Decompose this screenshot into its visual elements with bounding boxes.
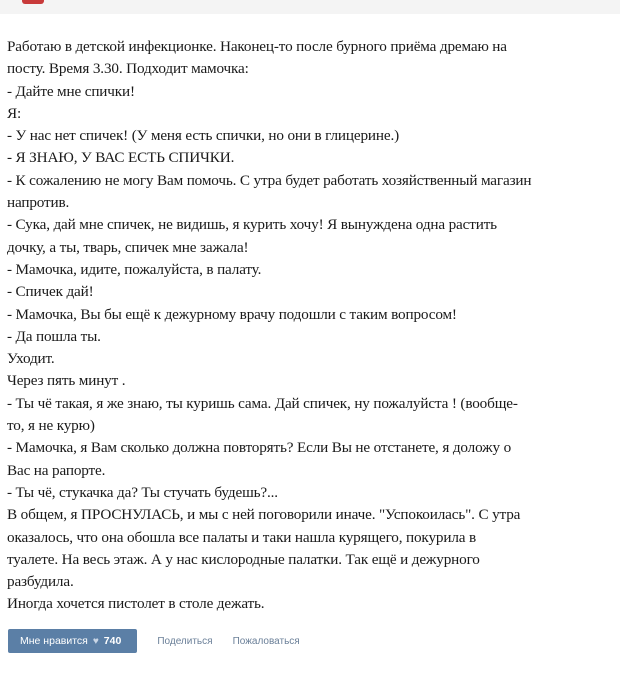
heart-icon: ♥	[92, 635, 99, 647]
post-text-line: оказалось, что она обошла все палаты и таки нашла курящего, покурила в	[7, 528, 477, 546]
share-link[interactable]: Поделиться	[157, 635, 213, 647]
post-text-line: Я:	[7, 104, 22, 122]
like-count: 740	[103, 635, 122, 647]
post-text-line: - Да пошла ты.	[7, 327, 101, 345]
post-text	[7, 36, 612, 616]
post-text-line: - Спичек дай!	[7, 283, 94, 301]
post-text-line: Через пять минут .	[7, 372, 126, 390]
post-card	[0, 14, 620, 688]
post-text-line: - Мамочка, Вы бы ещё к дежурному врачу подошли с таким вопросом!	[7, 305, 457, 323]
post-actions	[8, 628, 300, 654]
avatar[interactable]	[22, 0, 44, 4]
post-text-line: - Мамочка, идите, пожалуйста, в палату.	[7, 260, 262, 278]
post-text-line: - Дайте мне спички!	[7, 82, 135, 100]
post-text-line: Работаю в детской инфекционке. Наконец-то после бурного приёма дремаю на	[7, 38, 507, 55]
like-label: Мне нравится	[20, 635, 88, 647]
post-text-line: дочку, а ты, тварь, спичек мне зажала!	[7, 238, 249, 256]
post-text-line: Уходит.	[7, 350, 55, 368]
post-text-line: Вас на рапорте.	[7, 461, 106, 479]
post-text-line: то, я не курю)	[7, 417, 95, 435]
post-text-line: напротив.	[7, 194, 70, 212]
post-text-line: туалете. На весь этаж. А у нас кислородные палатки. Так ещё и дежурного	[7, 550, 480, 568]
post-text-line: - Ты чё, стукачка да? Ты стучать будешь?...	[7, 483, 278, 501]
post-text-line: посту. Время 3.30. Подходит мамочка:	[7, 60, 249, 78]
post-text-line: Иногда хочется пистолет в столе дежать.	[7, 595, 265, 613]
post-text-line: - Ты чё такая, я же знаю, ты куришь сама. Дай спичек, ну пожалуйста ! (вообще-	[7, 394, 518, 412]
post-text-line: - У нас нет спичек! (У меня есть спички, но они в глицерине.)	[7, 127, 400, 145]
post-text-line: - К сожалению не могу Вам помочь. С утра будет работать хозяйственный магазин	[7, 171, 532, 189]
top-bar	[0, 0, 620, 14]
post-text-line: В общем, я ПРОСНУЛАСЬ, и мы с ней поговорили иначе. "Успокоилась". С утра	[7, 506, 521, 524]
post-text-line: - Мамочка, я Вам сколько должна повторять? Если Вы не отстанете, я доложу о	[7, 439, 512, 457]
post-text-line: - Сука, дай мне спичек, не видишь, я курить хочу! Я вынуждена одна растить	[7, 216, 497, 234]
report-link[interactable]: Пожаловаться	[232, 635, 300, 647]
post-text-line: - Я ЗНАЮ, У ВАС ЕСТЬ СПИЧКИ.	[7, 149, 235, 167]
like-button[interactable]	[8, 629, 137, 653]
post-text-line: разбудила.	[7, 573, 74, 591]
